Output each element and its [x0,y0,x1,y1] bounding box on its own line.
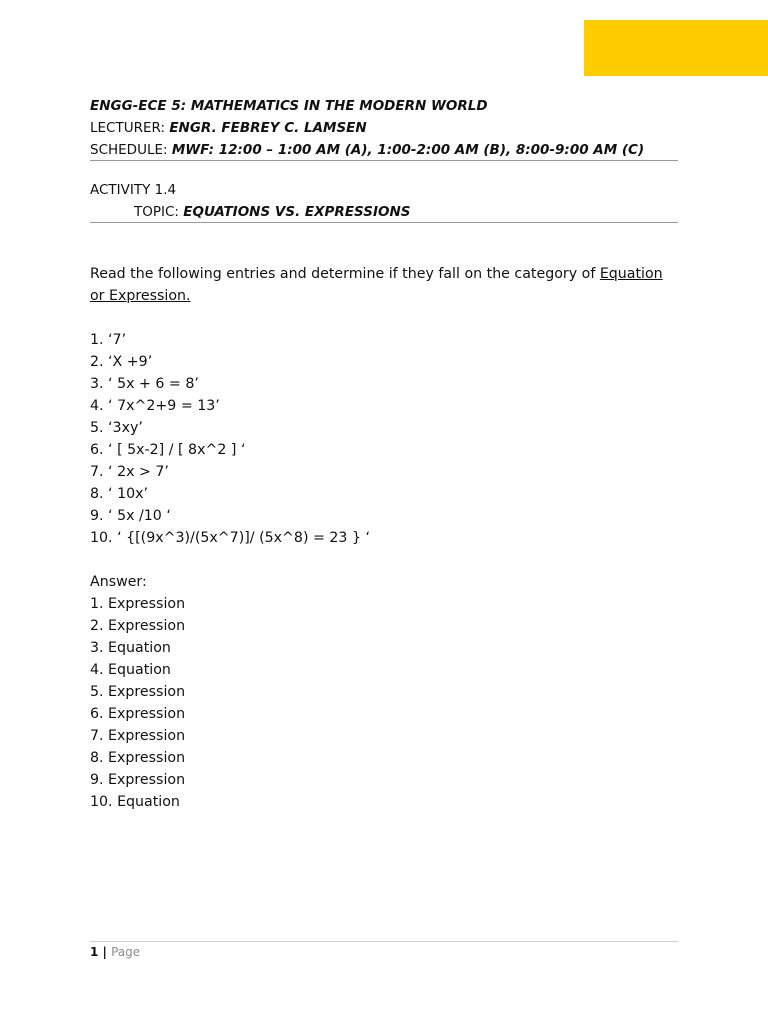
lecturer-name: ENGR. FEBREY C. LAMSEN [169,120,367,136]
answer-item: 9. Expression [90,772,186,788]
footer-divider [90,941,678,942]
entries-list [90,329,680,549]
entry-item: 9. ‘ 5x /10 ‘ [90,508,171,524]
document-header [90,95,678,161]
schedule-value: MWF: 12:00 – 1:00 AM (A), 1:00-2:00 AM (B), 8:00-9:00 AM (C) [171,142,645,158]
yellow-header-block [584,20,768,76]
page-word: Page [111,945,141,959]
answer-item: 1. Expression [90,596,186,612]
lecturer-line [90,117,678,139]
topic-value: EQUATIONS VS. EXPRESSIONS [183,204,411,220]
schedule-line [90,139,678,161]
document-body [90,263,680,813]
spacer [90,549,680,571]
entry-item: 1. ‘7’ [90,332,127,348]
activity-title: ACTIVITY 1.4 [90,182,177,198]
answer-item: 5. Expression [90,684,186,700]
topic-line [90,201,678,223]
course-title: ENGG-ECE 5: MATHEMATICS IN THE MODERN WORLD [90,98,488,114]
answers-list [90,593,680,813]
page-separator: | [98,945,112,959]
answer-item: 6. Expression [90,706,186,722]
answer-item: 4. Equation [90,662,171,678]
answer-item: 2. Expression [90,618,186,634]
activity-block [90,179,678,223]
instructions-underlined: Equation or Expression. [90,266,663,304]
instructions [90,263,680,307]
header-divider [90,160,678,161]
entry-item: 5. ‘3xy’ [90,420,143,436]
entry-item: 6. ‘ [ 5x-2] / [ 8x^2 ] ‘ [90,442,246,458]
lecturer-label: LECTURER: [90,120,170,136]
entry-item: 8. ‘ 10x’ [90,486,149,502]
schedule-label: SCHEDULE: [90,142,172,158]
answer-item: 8. Expression [90,750,186,766]
answer-label: Answer: [90,574,147,590]
entry-item: 3. ‘ 5x + 6 = 8’ [90,376,199,392]
entry-item: 10. ‘ {[(9x^3)/(5x^7)]/ (5x^8) = 23 } ‘ [90,530,370,546]
instructions-text: Read the following entries and determine if they fall on the category of [90,266,600,282]
topic-label: TOPIC: [134,204,184,220]
entry-item: 2. ‘X +9’ [90,354,153,370]
answer-item: 3. Equation [90,640,171,656]
activity-divider [90,222,678,223]
page-footer [90,943,140,961]
page-number: 1 [90,945,99,959]
spacer [90,307,680,329]
entry-item: 4. ‘ 7x^2+9 = 13’ [90,398,220,414]
entry-item: 7. ‘ 2x > 7’ [90,464,169,480]
answer-item: 10. Equation [90,794,180,810]
answer-item: 7. Expression [90,728,186,744]
